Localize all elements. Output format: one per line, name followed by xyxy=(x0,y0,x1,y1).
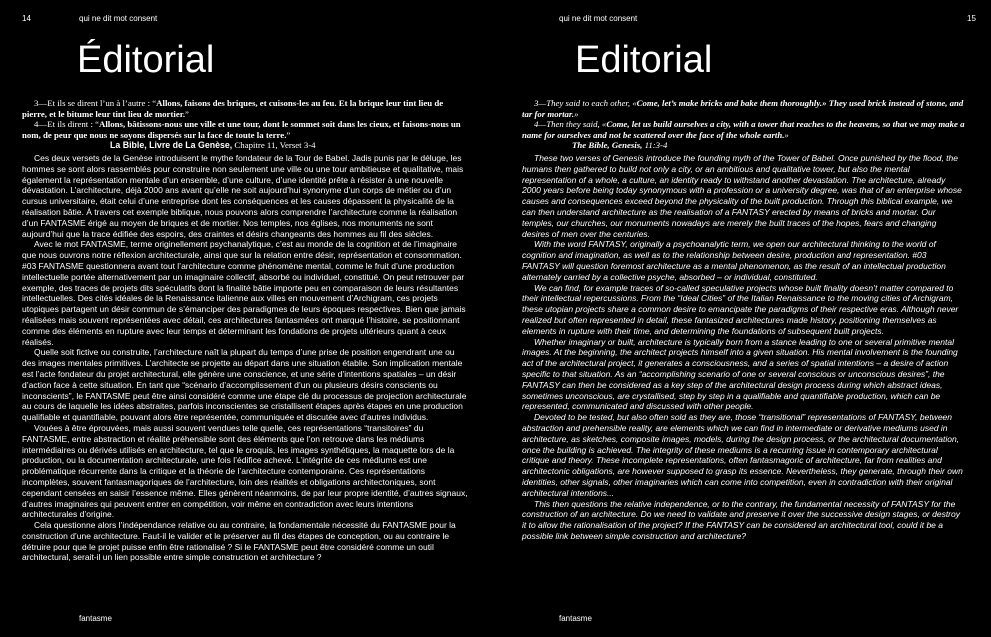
left-page xyxy=(0,0,495,637)
verse-number: 3—They said to each other, « xyxy=(534,98,637,108)
page-title: Editorial xyxy=(575,39,713,81)
paragraph: These two verses of Genesis introduce the founding myth of the Tower of Babel. Once punished by the flood, the humans then gathered to build not only a city, or an ambitious and qualitative tower, but also the mental representation of a whole, a culture, an identity ready to withstand another devastation. The architecture, already 2000 years before being today synonymous with a profession or a university degree, was that of an enterprise whose causes and consequences exceed beyond the physicality of the built production. Through this biblical example, we can then understand architecture as the realisation of a FANTASY erected by means of bricks and mortar. Our temples, our churches, our monuments nowadays are merely the built traces of the hopes, fears and changing desires of men over the centuries. xyxy=(522,153,962,239)
paragraph: Ces deux versets de la Genèse introduisent le mythe fondateur de la Tour de Babel. Jadis punis par le déluge, les hommes se sont alors rassemblés pour construire non seulement une ville ou une tour ambitieuse et qualitative, mais également la représentation mentale d’un ensemble, d’une culture, d’une identité prête à résister à une nouvelle dévastation. L’architecture, déjà 2000 ans avant qu’elle ne soit aujourd’hui synonyme d’un corps de métier ou d’un cursus universitaire, était celui d’une entreprise dont les conséquences et les causes dépassent la physicalité de la réalisation bâtie. À travers cet exemple biblique, nous pouvons alors comprendre l’architecture comme la réalisation d’un FANTASME érigé au moyen de briques et de mortier. Nos temples, nos églises, nos monuments ne sont aujourd’hui que la trace édifiée des espoirs, des craintes et désirs changeants des hommes au fil des siècles. xyxy=(22,153,464,239)
quote-mark: ” xyxy=(286,129,291,140)
paragraph: We can find, for example traces of so-called speculative projects whose built finality doesn’t matter compared to their intellectual repercussions. From the “Ideal Cities” of the Italian Renaissance to the moving cities of Archigram, these utopian projects share a common desire to emancipate the paradigms of their respective eras. Although never realized but often represented in detail, these fantasized architectures made history, positioning themselves as elements in rupture with their time, and determining the foundations of subsequent built projects. xyxy=(522,282,959,336)
quote-mark: » xyxy=(574,108,579,119)
verse-number: 3—Et ils se dirent l’un à l’autre : “ xyxy=(34,98,157,108)
verse-text: Allons, bâtissons-nous une ville et une tour, dont le sommet soit dans les cieux, et faisons-nous un nom, de peur que nous ne soyons dispersés sur la face de toute la terre. xyxy=(22,119,461,140)
article-body xyxy=(22,153,468,563)
right-page xyxy=(496,0,991,637)
page-footer: fantasme xyxy=(559,614,592,623)
epigraph-source xyxy=(22,140,468,151)
paragraph: Devoted to be tested, but also often sold as they are, those “transitional” representations of FANTASY, between abstraction and prehensible reality, are elements which we can find in intermediate or derivative mediums used in architecture, as sketches, composite images, models, during the design process, or the architectural documentation, once the building is achieved. The integrity of these mediums is a recurring issue in contemporary architectural critique and theory. These incomplete representations, often fantasmagoric of architecture, far from realities and architectonic obligations, are however supposed to grasp its essence. Nevertheless, they generate, through their own identities, other signals, other imaginaries which can come into competition, even in contradiction with their original architectural intentions... xyxy=(522,412,963,498)
running-title: qui ne dit mot consent xyxy=(559,14,638,23)
epigraph-verse-4 xyxy=(22,119,468,140)
quote-mark: » xyxy=(784,129,789,140)
epigraph xyxy=(522,98,966,151)
running-title: qui ne dit mot consent xyxy=(79,14,158,23)
epigraph-verse-3 xyxy=(22,98,468,119)
paragraph: Quelle soit fictive ou construite, l’architecture naît la plupart du temps d’une prise de position engendrant une ou des images mentales primitives. L’architecte se projette au départ dans une situation établie. Son implication mentale est l’acte fondateur du projet architectural, elle génère une conscience, et une série d’intentions spatiales – un désir d’action face à cette situation. En tant que “scénario d’accomplissement d’un ou plusieurs désirs conscients ou inconscients”, le FANTASME peut être ainsi considéré comme une étape clé du processus de projection architecturale au cours de laquelle les idées abstraites, parfois inconscientes se cristallisent étapes après étapes en une production qualifiable et quantifiable, pouvant alors être représentée, communiquée et discutée avec d’autres individus. xyxy=(22,347,467,423)
verse-number: 4—Et ils dirent : “ xyxy=(34,119,99,129)
epigraph-source xyxy=(522,140,966,151)
page-number: 15 xyxy=(967,14,976,23)
paragraph: Cela questionne alors l’indépendance relative ou au contraire, la fondamentale nécessité du FANTASME pour la construction d’une architecture. Faut-il le valider et le préserver au fil des étapes de conception, ou au contraire le détruire pour que le projet puisse enfin être rationalisé ? Si le FANTASME peut être considéré comme un outil architectural, serait-il un lien possible entre simple construction et architecture ? xyxy=(22,520,456,563)
epigraph-verse-4 xyxy=(522,119,966,140)
article-body xyxy=(522,153,966,542)
verse-text: Allons, faisons des briques, et cuisons-les au feu. Et la brique leur tint lieu de pierre, et le bitume leur tint lieu de mortier. xyxy=(22,98,444,119)
source-reference: Chapitre 11, Verset 3-4 xyxy=(232,140,316,150)
epigraph-verse-3 xyxy=(522,98,966,119)
paragraph: Vouées à être éprouvées, mais aussi souvent vendues telle quelle, ces représentations “transitoires” du FANTASME, entre abstraction et réalité préhensible sont des éléments que l’on retrouve dans les médiums intermédiaires ou dérivés utilisés en architecture, tel que le croquis, les images synthétiques, la maquette lors de la production, ou la documentation architecturale, une fois l’édifice achevé. L’intégrité de ces médiums est une problématique récurrente dans la critique et la théorie de l’architecture contemporaine. Ces représentations incomplètes, souvent fantasmagoriques de l’architecture, loin des réalités et obligations architectoniques, sont cependant censées en saisir l’essence même. Elles génèrent néanmoins, de par leur propre identité, d’autres signaux, d’autres imaginaires qui peuvent entrer en compétition, voir même en contradiction avec leurs intentions architecturales d’origine. xyxy=(22,422,468,520)
page-number: 14 xyxy=(22,14,31,23)
paragraph: With the word FANTASY, originally a psychoanalytic term, we open our architectural thinking to the world of cognition and imagination, as well as to the relationship between desire, production and representation. #03 FANTASY will question foremost architecture as a mental phenomenon, as the result of an intellectual production alternately carried by a collective psyche, absorbed – or individual, constituted. xyxy=(522,239,946,282)
source-reference: 11:3-4 xyxy=(642,140,668,150)
page-title: Éditorial xyxy=(77,39,215,81)
paragraph: This then questions the relative independence, or to the contrary, the fundamental necessity of FANTASY for the construction of an architecture. Do we need to validate and preserve it over the successive design stages, or destroy it to allow the rationalisation of the project? If the FANTASY can be considered an architectural tool, could it be a possible link between simple construction and architecture? xyxy=(522,498,960,541)
paragraph: Whether imaginary or built, architecture is typically born from a stance leading to one or several primitive mental images. At the beginning, the architect projects himself into a given situation. His mental involvement is the founding act of the architectural project, it generates a consciousness, and a series of spatial intentions – a desire of action specific to that situation. As an “accomplishing scenario of one or several conscious or unconscious desires”, the FANTASY can then be considered as a key step of the architectural design process during which abstract ideas, sometimes unconscious, are crystallised, step by step in a qualifiable and quantifiable production, which can be represented, communicated and discussed with other people. xyxy=(522,336,958,412)
source-title: The Bible, Genesis, xyxy=(572,140,643,150)
source-title: La Bible, Livre de La Genèse, xyxy=(110,140,233,150)
epigraph xyxy=(22,98,468,151)
verse-text: Come, let us build ourselves a city, with a tower that reaches to the heavens, so that we may make a name for ourselves and not be scattered over the face of the whole earth. xyxy=(522,119,965,140)
paragraph: Avec le mot FANTASME, terme originellement psychanalytique, c’est au monde de la cognition et de l’imaginaire que nous ouvrons notre réflexion architecturale, ainsi que sur la relation entre désir, représentation et consommation. #03 FANTASME questionnera avant tout l’architecture comme phénomène mental, comme le fruit d’une production intellectuelle portée alternativement par un imaginaire collectif, absorbé ou individuel, constitué. On peut retrouver par exemple, des traces de projets dits spéculatifs dont la finalité bâtie importe peu en comparaison de leurs résultantes intellectuelles. Des cités idéales de la Renaissance italienne aux villes en mouvement d’Archigram, ces projets utopiques partagent un désir commun de s’émanciper des paradigmes de leurs époques respectives. Bien que jamais réalisées mais souvent représentées avec détail, ces architectures fantasmées ont marqué l’histoire, se positionnant comme des éléments en rupture avec leur temps et déterminant les fondations de projets ultérieurs quant à ceux réalisés. xyxy=(22,239,466,347)
page-footer: fantasme xyxy=(79,614,112,623)
verse-number: 4—Then they said, « xyxy=(534,119,607,129)
verse-text: Come, let’s make bricks and bake them thoroughly.» They used brick instead of stone, and tar for mortar. xyxy=(522,98,964,119)
quote-mark: ” xyxy=(185,108,189,119)
